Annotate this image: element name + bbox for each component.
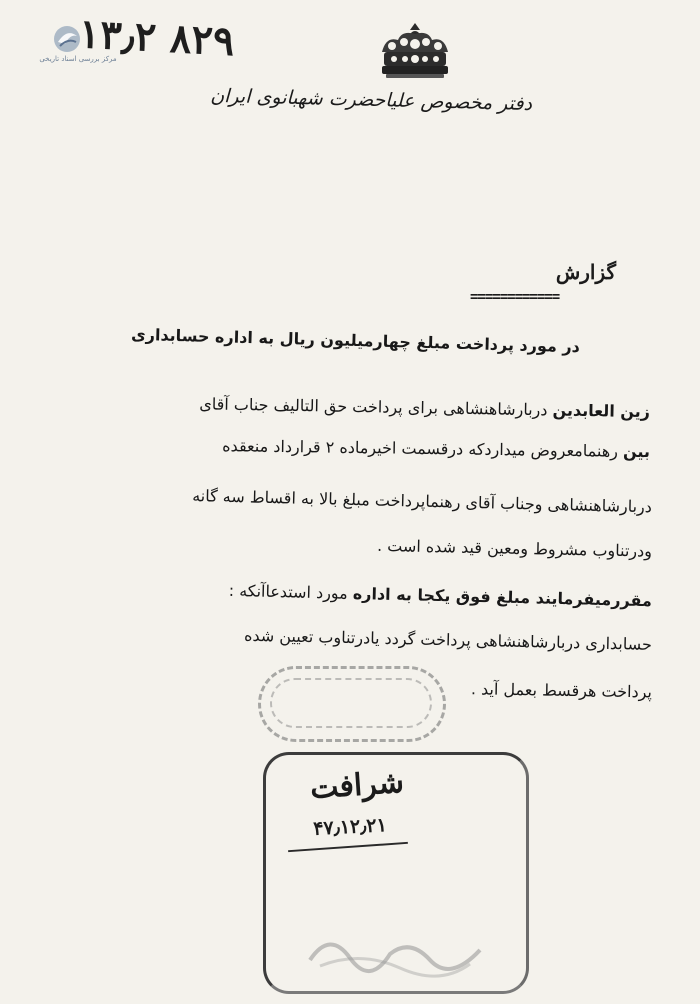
- body-line-6-end: مقررمیفرمایند مبلغ فوق یکجا به اداره: [352, 583, 653, 611]
- body-line-1: در مورد پرداخت مبلغ چهارمیلیون ریال به اداره حسابداری: [130, 324, 581, 357]
- faded-oval-seal-inner: [270, 678, 432, 728]
- watermark-text: مرکز بررسی اسناد تاریخی: [39, 55, 117, 63]
- title-underline: ============: [470, 289, 560, 305]
- filing-stamp-date: ۴۷٫۱۲٫۲۱: [312, 814, 388, 840]
- body-line-3: [60, 434, 650, 461]
- body-line-2: [60, 392, 650, 421]
- body-line-2-text: دربارشاهنشاهی برای پرداخت حق التالیف جناب آقای: [199, 394, 548, 420]
- body-line-8: پرداخت هرقسط بعمل آید .: [470, 679, 653, 702]
- body-line-7: حسابداری دربارشاهنشاهی پرداخت گردد یادرتناوب تعیین شده: [243, 625, 653, 654]
- reference-number: ۱۳٫۲ ۸۲۹: [77, 10, 236, 66]
- person-name: زین العابدین: [552, 400, 651, 422]
- report-title: گزارش: [555, 260, 616, 284]
- body-line-4: دربارشاهنشاهی وجناب آقای رهنماپرداخت مبلغ بالا به اقساط سه گانه: [191, 486, 653, 517]
- office-heading: دفتر مخصوص علیاحضرت شهبانوی ایران: [209, 84, 533, 116]
- faded-signature-scribble: [300, 920, 500, 980]
- royal-crown-emblem-icon: [372, 22, 458, 80]
- body-line-5: ودرتناوب مشروط ومعین قید شده است .: [376, 535, 653, 561]
- body-line-6: [60, 577, 652, 610]
- filing-stamp-word: شرافت: [308, 764, 406, 807]
- body-line-3-end: بین: [622, 441, 651, 462]
- body-line-6-start: مورد استدعاآنکه :: [228, 580, 348, 603]
- body-line-3-text: رهنمامعروض میداردکه درقسمت اخیرماده ۲ قرارداد منعقده: [222, 436, 619, 461]
